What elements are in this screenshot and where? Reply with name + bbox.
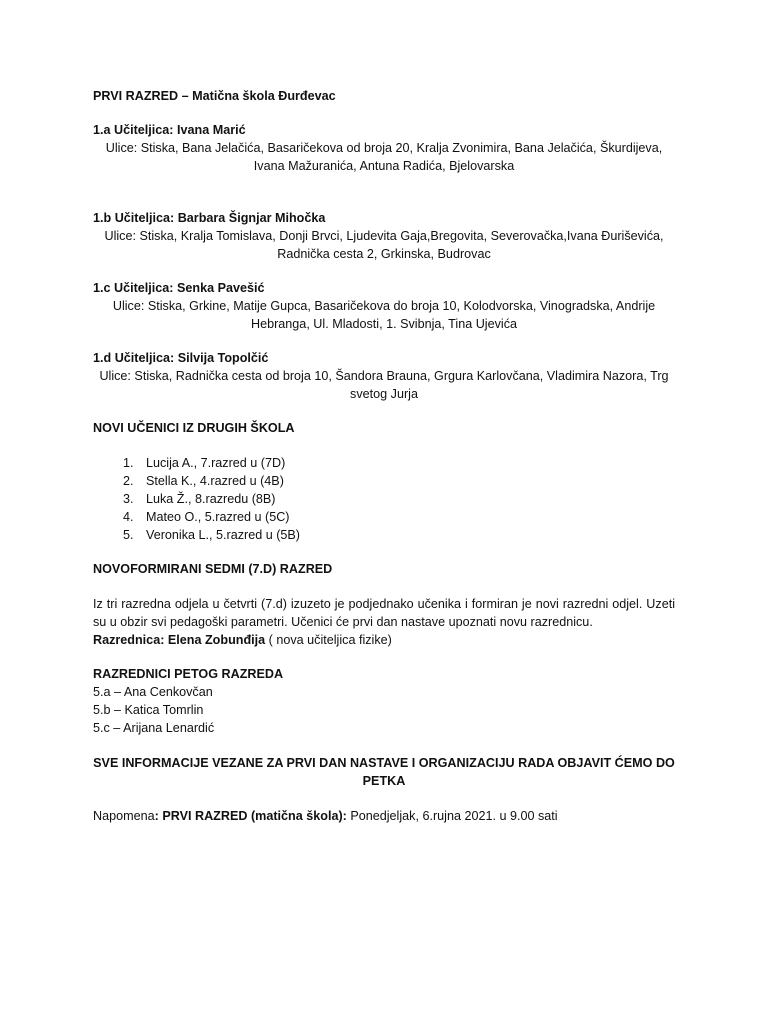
new-students-heading: NOVI UČENICI IZ DRUGIH ŠKOLA	[93, 421, 295, 435]
new-class-teacher	[93, 631, 675, 649]
fifth-grade-item: 5.b – Katica Tomrlin	[93, 703, 204, 717]
announcement: SVE INFORMACIJE VEZANE ZA PRVI DAN NASTAVE I ORGANIZACIJU RADA OBJAVIT ĆEMO DO PETKA	[93, 756, 675, 788]
note-prefix: Napomena	[93, 809, 155, 823]
class-1d-heading: 1.d Učiteljica: Silvija Topolčić	[93, 351, 269, 365]
list-item: 4. Mateo O., 5.razred u (5C)	[137, 508, 675, 526]
list-item: 2. Stella K., 4.razred u (4B)	[137, 472, 675, 490]
class-1a-streets: Ulice: Stiska, Bana Jelačića, Basaričekova od broja 20, Kralja Zvonimira, Bana Jelačića, Škurdijeva, Ivana Mažuranića, Antuna Radića, Bjelovarska	[105, 141, 663, 173]
class-1c-streets: Ulice: Stiska, Grkine, Matije Gupca, Basaričekova do broja 10, Kolodvorska, Vinogradska, Andrije Hebranga, Ul. Mladosti, 1. Svibnja, Tina Ujevića	[112, 299, 656, 331]
document-title: PRVI RAZRED – Matična škola Đurđevac	[93, 89, 336, 103]
new-class-paragraph: Iz tri razredna odjela u četvrti (7.d) izuzeto je podjednako učenika i formiran je novi razredni odjel. Uzeti su u obzir svi pedagoški parametri. Učenici će prvi dan nastave upoznati novu razrednicu.	[93, 597, 675, 629]
note-bold: : PRVI RAZRED (matična škola):	[154, 809, 347, 823]
note-rest: Ponedjeljak, 6.rujna 2021. u 9.00 sati	[346, 809, 558, 823]
class-1a-heading: 1.a Učiteljica: Ivana Marić	[93, 123, 246, 137]
fifth-grade-item: 5.a – Ana Cenkovčan	[93, 685, 213, 699]
new-class-heading: NOVOFORMIRANI SEDMI (7.D) RAZRED	[93, 562, 333, 576]
list-item: 5. Veronika L., 5.razred u (5B)	[137, 526, 675, 544]
fifth-grade-heading: RAZREDNICI PETOG RAZREDA	[93, 667, 284, 681]
class-1d-streets: Ulice: Stiska, Radnička cesta od broja 10, Šandora Brauna, Grgura Karlovčana, Vladimira Nazora, Trg svetog Jurja	[99, 369, 669, 401]
fifth-grade-item: 5.c – Arijana Lenardić	[93, 721, 215, 735]
class-1b-heading: 1.b Učiteljica: Barbara Šignjar Mihočka	[93, 211, 326, 225]
class-1b-streets: Ulice: Stiska, Kralja Tomislava, Donji Brvci, Ljudevita Gaja,Bregovita, Severovačka,Ivana Đuriševića, Radnička cesta 2, Grkinska, Budrovac	[104, 229, 664, 261]
note-line	[93, 807, 675, 825]
new-students-list	[93, 454, 675, 544]
teacher-label: Razrednica: Elena Zobunđija	[93, 633, 266, 647]
list-item: 1. Lucija A., 7.razred u (7D)	[137, 454, 675, 472]
teacher-note: ( nova učiteljica fizike)	[265, 633, 392, 647]
class-1c-heading: 1.c Učiteljica: Senka Pavešić	[93, 281, 265, 295]
list-item: 3. Luka Ž., 8.razredu (8B)	[137, 490, 675, 508]
